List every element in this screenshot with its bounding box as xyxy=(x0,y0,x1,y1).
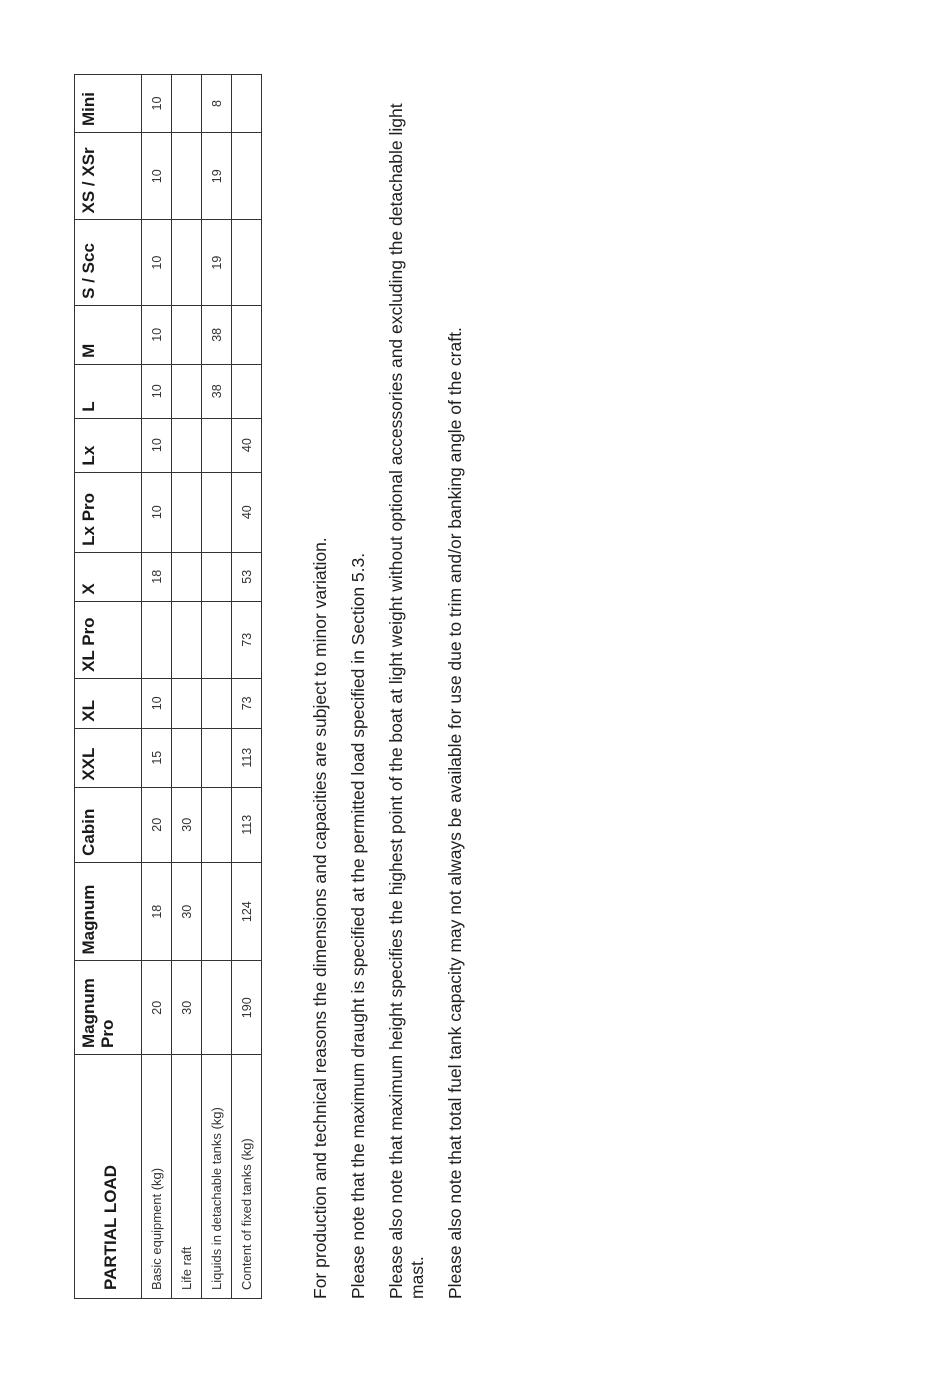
table-cell: 30 xyxy=(172,961,202,1055)
table-cell: 19 xyxy=(202,220,232,305)
table-cell: 10 xyxy=(142,220,172,305)
column-header-model: Magnum Pro xyxy=(75,961,142,1055)
table-cell: 40 xyxy=(232,418,262,472)
table-cell xyxy=(172,552,202,601)
table-cell: 10 xyxy=(142,305,172,364)
note-variation: For production and technical reasons the dimensions and capacities are subject to minor variation. xyxy=(310,537,330,1299)
table-cell: 8 xyxy=(202,75,232,133)
table-cell xyxy=(232,220,262,305)
column-header-model: M xyxy=(75,305,142,364)
row-label: Liquids in detachable tanks (kg) xyxy=(202,1055,232,1299)
table-cell: 20 xyxy=(142,961,172,1055)
table-cell xyxy=(172,220,202,305)
column-header-model: Lx xyxy=(75,418,142,472)
table-cell xyxy=(172,305,202,364)
table-cell: 73 xyxy=(232,678,262,728)
column-header-partial-load: PARTIAL LOAD xyxy=(75,1055,142,1299)
table-cell: 124 xyxy=(232,862,262,961)
table-cell xyxy=(202,552,232,601)
table-cell: 10 xyxy=(142,472,172,552)
partial-load-table xyxy=(74,74,262,1299)
note-height: Please also note that maximum height specifies the highest point of the boat at light weight without optional accessories and excluding the detachable light mast. xyxy=(386,103,427,1299)
table-cell xyxy=(202,961,232,1055)
column-header-model: Magnum xyxy=(75,862,142,961)
table-cell: 30 xyxy=(172,787,202,862)
table-cell: 38 xyxy=(202,364,232,418)
table-cell xyxy=(202,787,232,862)
table-cell xyxy=(202,678,232,728)
table-cell: 10 xyxy=(142,133,172,220)
table-cell: 113 xyxy=(232,787,262,862)
table-cell: 20 xyxy=(142,787,172,862)
table-cell xyxy=(232,364,262,418)
table-cell: 10 xyxy=(142,678,172,728)
table-row xyxy=(202,75,232,1299)
table-cell xyxy=(202,862,232,961)
table-cell xyxy=(172,364,202,418)
row-label: Basic equipment (kg) xyxy=(142,1055,172,1299)
column-header-model: Mini xyxy=(75,75,142,133)
table-cell xyxy=(172,418,202,472)
table-cell: 10 xyxy=(142,75,172,133)
column-header-model: X xyxy=(75,552,142,601)
table-cell xyxy=(202,472,232,552)
table-cell: 53 xyxy=(232,552,262,601)
column-header-model: XXL xyxy=(75,728,142,787)
column-header-model: Cabin xyxy=(75,787,142,862)
table-row xyxy=(232,75,262,1299)
table-cell xyxy=(172,133,202,220)
table-cell xyxy=(232,75,262,133)
table-cell xyxy=(172,678,202,728)
table-cell xyxy=(172,75,202,133)
table-cell xyxy=(202,728,232,787)
table-cell: 38 xyxy=(202,305,232,364)
row-label: Content of fixed tanks (kg) xyxy=(232,1055,262,1299)
note-fuel: Please also note that total fuel tank capacity may not always be available for use due to trim and/or banking angle of the craft. xyxy=(445,327,465,1299)
table-cell: 73 xyxy=(232,601,262,678)
table-cell: 19 xyxy=(202,133,232,220)
table-cell: 15 xyxy=(142,728,172,787)
header-row xyxy=(75,75,142,1299)
column-header-model: L xyxy=(75,364,142,418)
table-cell xyxy=(172,728,202,787)
table-cell xyxy=(232,305,262,364)
table-cell: 113 xyxy=(232,728,262,787)
table-cell: 18 xyxy=(142,552,172,601)
table-body xyxy=(142,75,262,1299)
table-cell: 10 xyxy=(142,418,172,472)
column-header-model: Lx Pro xyxy=(75,472,142,552)
column-header-model: XL xyxy=(75,678,142,728)
table-row xyxy=(172,75,202,1299)
column-header-model: XL Pro xyxy=(75,601,142,678)
table-cell: 10 xyxy=(142,364,172,418)
table-cell: 40 xyxy=(232,472,262,552)
table-header xyxy=(75,75,142,1299)
column-header-model: S / Scc xyxy=(75,220,142,305)
row-label: Life raft xyxy=(172,1055,202,1299)
table-cell xyxy=(172,472,202,552)
table-cell xyxy=(232,133,262,220)
table-cell xyxy=(142,601,172,678)
table-cell xyxy=(172,601,202,678)
table-cell: 190 xyxy=(232,961,262,1055)
column-header-model: XS / XSr xyxy=(75,133,142,220)
note-draught: Please note that the maximum draught is specified at the permitted load specified in Section 5.3. xyxy=(348,552,368,1299)
table-cell xyxy=(202,418,232,472)
table-cell: 18 xyxy=(142,862,172,961)
table-row xyxy=(142,75,172,1299)
notes xyxy=(310,69,483,1299)
table-cell xyxy=(202,601,232,678)
table-cell: 30 xyxy=(172,862,202,961)
